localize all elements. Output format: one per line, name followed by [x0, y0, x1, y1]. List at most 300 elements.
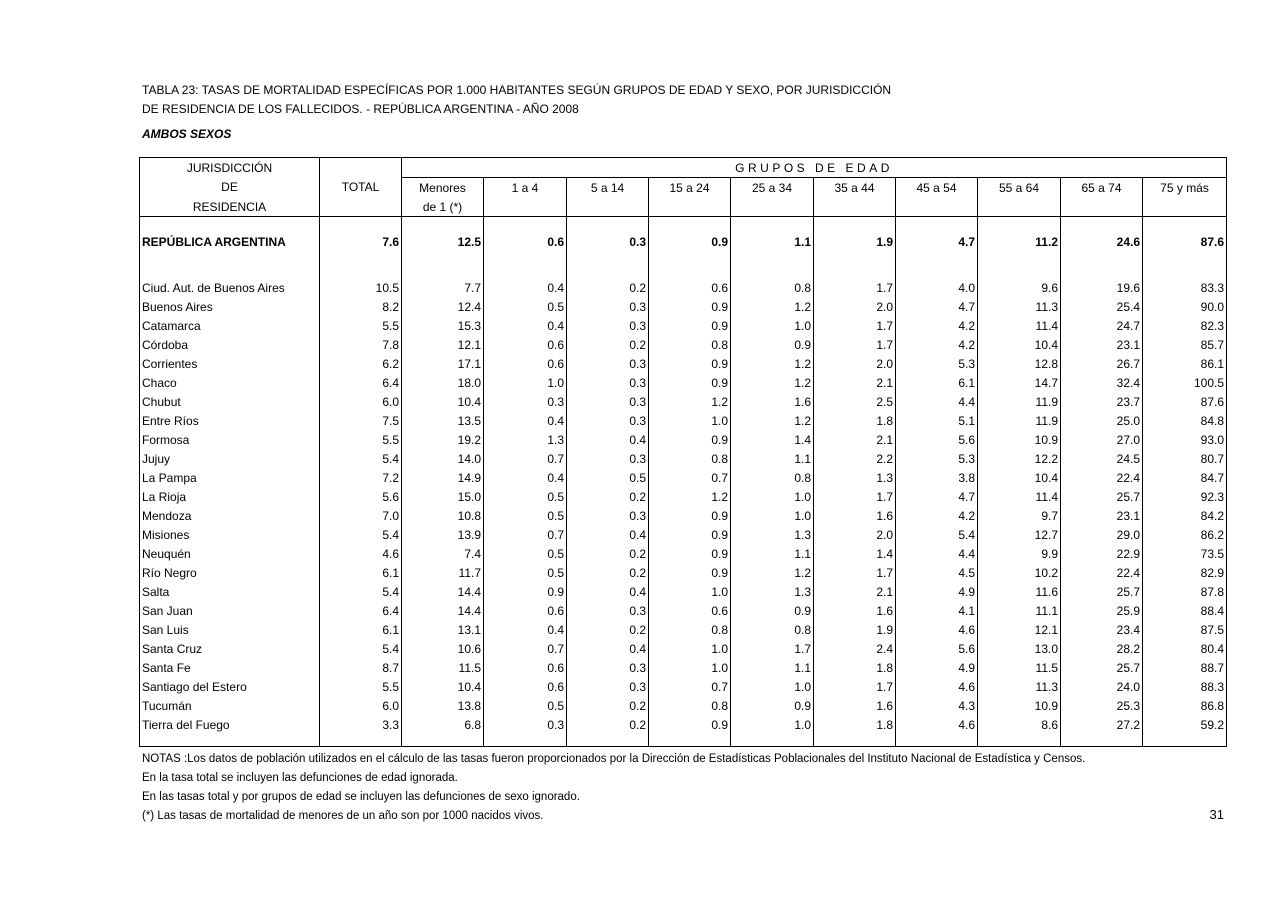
rate-cell: 0.2 — [567, 335, 649, 354]
rate-cell: 2.0 — [814, 354, 896, 373]
rate-cell — [649, 734, 731, 747]
rate-cell: 4.9 — [896, 658, 978, 677]
rate-cell: 11.6 — [978, 582, 1061, 601]
rate-cell: 1.0 — [649, 411, 731, 430]
rate-cell: 1.0 — [731, 487, 814, 506]
rate-cell: 4.3 — [896, 696, 978, 715]
rate-cell: 0.7 — [484, 525, 567, 544]
rate-cell: 0.9 — [649, 316, 731, 335]
rate-cell: 0.5 — [484, 297, 567, 316]
rate-cell: 15.3 — [402, 316, 484, 335]
rate-cell: 0.3 — [567, 217, 649, 267]
rate-cell: 4.7 — [896, 297, 978, 316]
rate-cell: 6.0 — [320, 392, 402, 411]
rate-cell: 2.1 — [814, 430, 896, 449]
rate-cell: 1.6 — [814, 506, 896, 525]
rate-cell: 0.4 — [567, 430, 649, 449]
rate-cell: 11.3 — [978, 297, 1061, 316]
header-de-1: de 1 (*) — [402, 197, 484, 217]
notes — [142, 750, 1085, 826]
rate-cell: 0.3 — [567, 354, 649, 373]
header-age-group: 5 a 14 — [567, 178, 649, 198]
rate-cell: 0.8 — [649, 620, 731, 639]
rate-cell: 1.1 — [731, 449, 814, 468]
title-line-1: TABLA 23: TASAS DE MORTALIDAD ESPECÍFICAS POR 1.000 HABITANTES SEGÚN GRUPOS DE EDAD Y SEXO, POR JURISDICCIÓN — [142, 83, 892, 97]
rate-cell: 0.8 — [731, 620, 814, 639]
rate-cell: 0.7 — [649, 677, 731, 696]
rate-cell: 4.9 — [896, 582, 978, 601]
rate-cell: 0.8 — [649, 696, 731, 715]
note-line: En la tasa total se incluyen las defunciones de edad ignorada. — [142, 772, 458, 784]
rate-cell: 73.5 — [1143, 544, 1227, 563]
rate-cell — [1143, 734, 1227, 747]
rate-cell: 84.8 — [1143, 411, 1227, 430]
rate-cell: 0.9 — [649, 354, 731, 373]
rate-cell: 19.6 — [1061, 278, 1143, 297]
rate-cell: 0.9 — [649, 544, 731, 563]
jurisdiction-name: Santa Fe — [140, 658, 320, 677]
rate-cell: 10.4 — [402, 392, 484, 411]
table-row — [140, 354, 1227, 373]
header-age-group: 25 a 34 — [731, 178, 814, 198]
rate-cell: 0.8 — [731, 278, 814, 297]
rate-cell: 0.4 — [484, 468, 567, 487]
header-jurisdiccion: JURISDICCIÓN — [140, 158, 320, 178]
rate-cell: 88.3 — [1143, 677, 1227, 696]
header-residencia: RESIDENCIA — [140, 197, 320, 217]
rate-cell: 9.6 — [978, 278, 1061, 297]
rate-cell: 6.8 — [402, 715, 484, 734]
rate-cell — [978, 734, 1061, 747]
rate-cell: 5.5 — [320, 677, 402, 696]
jurisdiction-name: Formosa — [140, 430, 320, 449]
rate-cell: 12.1 — [402, 335, 484, 354]
header-menores: Menores — [402, 178, 484, 198]
rate-cell: 4.2 — [896, 506, 978, 525]
rate-cell: 1.3 — [484, 430, 567, 449]
rate-cell: 3.8 — [896, 468, 978, 487]
table-row — [140, 411, 1227, 430]
rate-cell: 0.2 — [567, 696, 649, 715]
table-title — [142, 81, 891, 119]
rate-cell: 5.4 — [320, 582, 402, 601]
rate-cell: 88.7 — [1143, 658, 1227, 677]
rate-cell: 26.7 — [1061, 354, 1143, 373]
rate-cell: 0.2 — [567, 715, 649, 734]
rate-cell: 1.0 — [649, 639, 731, 658]
rate-cell: 11.5 — [402, 658, 484, 677]
table-row — [140, 335, 1227, 354]
rate-cell: 1.0 — [484, 373, 567, 392]
rate-cell: 15.0 — [402, 487, 484, 506]
rate-cell: 0.8 — [649, 449, 731, 468]
rate-cell: 10.8 — [402, 506, 484, 525]
rate-cell: 0.2 — [567, 544, 649, 563]
rate-cell: 5.1 — [896, 411, 978, 430]
rate-cell: 1.2 — [649, 487, 731, 506]
rate-cell: 0.6 — [484, 677, 567, 696]
header-age-group: 15 a 24 — [649, 178, 731, 198]
rate-cell: 2.1 — [814, 582, 896, 601]
rate-cell: 1.3 — [731, 525, 814, 544]
rate-cell: 1.8 — [814, 715, 896, 734]
rate-cell: 0.2 — [567, 278, 649, 297]
rate-cell: 1.0 — [731, 715, 814, 734]
jurisdiction-name: REPÚBLICA ARGENTINA — [140, 217, 320, 267]
rate-cell: 0.5 — [567, 468, 649, 487]
rate-cell: 25.4 — [1061, 297, 1143, 316]
rate-cell: 23.7 — [1061, 392, 1143, 411]
rate-cell: 1.2 — [649, 392, 731, 411]
rate-cell: 0.3 — [484, 715, 567, 734]
rate-cell: 87.6 — [1143, 392, 1227, 411]
rate-cell: 11.4 — [978, 316, 1061, 335]
spacer-row — [140, 266, 1227, 278]
jurisdiction-name: Catamarca — [140, 316, 320, 335]
rate-cell: 1.2 — [731, 411, 814, 430]
rate-cell: 0.3 — [567, 449, 649, 468]
rate-cell: 2.0 — [814, 297, 896, 316]
rate-cell: 82.9 — [1143, 563, 1227, 582]
rate-cell: 0.5 — [484, 487, 567, 506]
rate-cell: 0.4 — [484, 411, 567, 430]
rate-cell: 1.3 — [814, 468, 896, 487]
spacer-row — [140, 734, 1227, 747]
rate-cell: 1.7 — [814, 487, 896, 506]
jurisdiction-name: Tucumán — [140, 696, 320, 715]
rate-cell: 0.9 — [649, 430, 731, 449]
rate-cell: 0.4 — [484, 316, 567, 335]
rate-cell: 28.2 — [1061, 639, 1143, 658]
rate-cell — [402, 266, 484, 278]
rate-cell — [402, 734, 484, 747]
rate-cell: 7.5 — [320, 411, 402, 430]
jurisdiction-name: Santa Cruz — [140, 639, 320, 658]
rate-cell: 2.1 — [814, 373, 896, 392]
rate-cell: 0.9 — [484, 582, 567, 601]
rate-cell: 12.5 — [402, 217, 484, 267]
rate-cell: 4.5 — [896, 563, 978, 582]
national-row — [140, 217, 1227, 267]
table-row — [140, 297, 1227, 316]
rate-cell: 10.9 — [978, 430, 1061, 449]
rate-cell: 4.1 — [896, 601, 978, 620]
table-row — [140, 563, 1227, 582]
rate-cell: 0.3 — [567, 601, 649, 620]
title-line-2: DE RESIDENCIA DE LOS FALLECIDOS. - REPÚBLICA ARGENTINA - AÑO 2008 — [142, 102, 579, 116]
rate-cell: 24.6 — [1061, 217, 1143, 267]
rate-cell: 11.3 — [978, 677, 1061, 696]
rate-cell: 7.8 — [320, 335, 402, 354]
rate-cell: 1.7 — [814, 316, 896, 335]
header-grupos-de-edad: GRUPOS DE EDAD — [402, 158, 1227, 178]
rate-cell: 6.1 — [320, 563, 402, 582]
rate-cell: 25.9 — [1061, 601, 1143, 620]
table-row — [140, 525, 1227, 544]
rate-cell — [1061, 734, 1143, 747]
rate-cell: 0.5 — [484, 696, 567, 715]
rate-cell: 13.5 — [402, 411, 484, 430]
table-row — [140, 544, 1227, 563]
note-line: (*) Las tasas de mortalidad de menores de un año son por 1000 nacidos vivos. — [142, 810, 544, 822]
jurisdiction-name: Neuquén — [140, 544, 320, 563]
rate-cell: 5.6 — [896, 639, 978, 658]
rate-cell: 4.6 — [896, 715, 978, 734]
table-row — [140, 506, 1227, 525]
rate-cell: 11.9 — [978, 392, 1061, 411]
table-row — [140, 373, 1227, 392]
rate-cell: 1.2 — [731, 373, 814, 392]
rate-cell: 12.7 — [978, 525, 1061, 544]
rate-cell — [320, 734, 402, 747]
jurisdiction-name: Misiones — [140, 525, 320, 544]
rate-cell: 1.0 — [731, 316, 814, 335]
rate-cell: 5.6 — [320, 487, 402, 506]
table-row — [140, 677, 1227, 696]
rate-cell: 1.8 — [814, 658, 896, 677]
rate-cell: 1.7 — [814, 677, 896, 696]
rate-cell: 0.6 — [484, 658, 567, 677]
rate-cell: 4.2 — [896, 316, 978, 335]
rate-cell: 10.6 — [402, 639, 484, 658]
rate-cell: 0.9 — [649, 715, 731, 734]
rate-cell: 5.4 — [320, 639, 402, 658]
header-row-2 — [140, 178, 1227, 198]
rate-cell: 0.9 — [731, 601, 814, 620]
rate-cell: 12.8 — [978, 354, 1061, 373]
rate-cell: 4.6 — [896, 620, 978, 639]
rate-cell: 1.0 — [649, 658, 731, 677]
rate-cell: 1.7 — [731, 639, 814, 658]
rate-cell: 10.4 — [978, 468, 1061, 487]
rate-cell: 0.6 — [484, 217, 567, 267]
rate-cell: 11.2 — [978, 217, 1061, 267]
rate-cell — [896, 734, 978, 747]
rate-cell: 4.7 — [896, 217, 978, 267]
table-row — [140, 316, 1227, 335]
rate-cell — [1061, 266, 1143, 278]
jurisdiction-name: San Luis — [140, 620, 320, 639]
rate-cell: 1.7 — [814, 335, 896, 354]
rate-cell: 4.4 — [896, 544, 978, 563]
rate-cell: 5.3 — [896, 449, 978, 468]
table-row — [140, 620, 1227, 639]
table-row — [140, 601, 1227, 620]
page-number: 31 — [1209, 807, 1224, 822]
rate-cell: 9.7 — [978, 506, 1061, 525]
rate-cell: 11.7 — [402, 563, 484, 582]
rate-cell — [731, 734, 814, 747]
rate-cell: 0.5 — [484, 544, 567, 563]
rate-cell: 0.7 — [484, 639, 567, 658]
rate-cell: 90.0 — [1143, 297, 1227, 316]
rate-cell: 2.5 — [814, 392, 896, 411]
rate-cell: 1.2 — [731, 297, 814, 316]
rate-cell: 10.4 — [402, 677, 484, 696]
jurisdiction-name: Río Negro — [140, 563, 320, 582]
rate-cell: 5.6 — [896, 430, 978, 449]
rate-cell: 22.4 — [1061, 563, 1143, 582]
rate-cell: 6.4 — [320, 373, 402, 392]
mortality-table — [139, 157, 1227, 747]
rate-cell — [484, 266, 567, 278]
table-row — [140, 430, 1227, 449]
rate-cell: 1.3 — [731, 582, 814, 601]
rate-cell: 4.6 — [896, 677, 978, 696]
rate-cell: 93.0 — [1143, 430, 1227, 449]
table-row — [140, 468, 1227, 487]
rate-cell: 13.1 — [402, 620, 484, 639]
jurisdiction-name: Mendoza — [140, 506, 320, 525]
rate-cell: 0.9 — [649, 525, 731, 544]
rate-cell: 7.0 — [320, 506, 402, 525]
rate-cell — [320, 266, 402, 278]
rate-cell: 87.5 — [1143, 620, 1227, 639]
rate-cell: 14.4 — [402, 601, 484, 620]
header-row-1 — [140, 158, 1227, 178]
rate-cell: 5.5 — [320, 430, 402, 449]
rate-cell: 13.0 — [978, 639, 1061, 658]
rate-cell: 1.0 — [649, 582, 731, 601]
table-row — [140, 278, 1227, 297]
rate-cell: 0.3 — [567, 658, 649, 677]
table-row — [140, 392, 1227, 411]
rate-cell: 29.0 — [1061, 525, 1143, 544]
jurisdiction-name: Chubut — [140, 392, 320, 411]
jurisdiction-name: La Rioja — [140, 487, 320, 506]
rate-cell: 7.2 — [320, 468, 402, 487]
rate-cell: 1.4 — [814, 544, 896, 563]
rate-cell: 27.2 — [1061, 715, 1143, 734]
rate-cell: 10.5 — [320, 278, 402, 297]
rate-cell: 25.0 — [1061, 411, 1143, 430]
rate-cell — [978, 266, 1061, 278]
rate-cell: 2.4 — [814, 639, 896, 658]
rate-cell: 23.1 — [1061, 506, 1143, 525]
rate-cell: 4.7 — [896, 487, 978, 506]
rate-cell: 0.3 — [567, 506, 649, 525]
table-row — [140, 715, 1227, 734]
rate-cell: 87.6 — [1143, 217, 1227, 267]
rate-cell: 12.2 — [978, 449, 1061, 468]
header-age-group: 45 a 54 — [896, 178, 978, 198]
table-row — [140, 449, 1227, 468]
rate-cell: 11.4 — [978, 487, 1061, 506]
table-row — [140, 639, 1227, 658]
rate-cell: 1.1 — [731, 544, 814, 563]
rate-cell: 0.5 — [484, 506, 567, 525]
jurisdiction-name — [140, 266, 320, 278]
rate-cell: 86.1 — [1143, 354, 1227, 373]
jurisdiction-name: Tierra del Fuego — [140, 715, 320, 734]
rate-cell: 23.1 — [1061, 335, 1143, 354]
rate-cell: 6.4 — [320, 601, 402, 620]
rate-cell: 86.2 — [1143, 525, 1227, 544]
rate-cell: 0.3 — [567, 411, 649, 430]
rate-cell: 3.3 — [320, 715, 402, 734]
header-row-3 — [140, 197, 1227, 217]
rate-cell — [649, 266, 731, 278]
rate-cell: 0.9 — [649, 563, 731, 582]
rate-cell: 7.4 — [402, 544, 484, 563]
rate-cell: 1.9 — [814, 620, 896, 639]
rate-cell: 4.0 — [896, 278, 978, 297]
rate-cell: 0.8 — [731, 468, 814, 487]
rate-cell: 0.9 — [649, 217, 731, 267]
rate-cell: 12.1 — [978, 620, 1061, 639]
rate-cell: 0.2 — [567, 487, 649, 506]
rate-cell — [567, 734, 649, 747]
rate-cell: 22.9 — [1061, 544, 1143, 563]
rate-cell: 0.4 — [567, 525, 649, 544]
rate-cell: 1.6 — [814, 601, 896, 620]
header-age-group: 1 a 4 — [484, 178, 567, 198]
rate-cell: 0.4 — [567, 639, 649, 658]
rate-cell: 80.4 — [1143, 639, 1227, 658]
rate-cell: 14.4 — [402, 582, 484, 601]
rate-cell: 0.5 — [484, 563, 567, 582]
rate-cell: 0.6 — [649, 278, 731, 297]
rate-cell: 83.3 — [1143, 278, 1227, 297]
table-row — [140, 658, 1227, 677]
rate-cell: 32.4 — [1061, 373, 1143, 392]
rate-cell: 13.8 — [402, 696, 484, 715]
rate-cell: 10.2 — [978, 563, 1061, 582]
rate-cell: 6.2 — [320, 354, 402, 373]
rate-cell: 82.3 — [1143, 316, 1227, 335]
rate-cell — [484, 734, 567, 747]
rate-cell: 88.4 — [1143, 601, 1227, 620]
rate-cell: 4.6 — [320, 544, 402, 563]
rate-cell: 5.3 — [896, 354, 978, 373]
rate-cell: 59.2 — [1143, 715, 1227, 734]
rate-cell: 6.0 — [320, 696, 402, 715]
rate-cell: 25.3 — [1061, 696, 1143, 715]
rate-cell: 1.6 — [814, 696, 896, 715]
rate-cell — [731, 266, 814, 278]
jurisdiction-name: Santiago del Estero — [140, 677, 320, 696]
rate-cell: 0.2 — [567, 620, 649, 639]
rate-cell: 84.2 — [1143, 506, 1227, 525]
rate-cell: 11.5 — [978, 658, 1061, 677]
rate-cell: 5.4 — [320, 525, 402, 544]
rate-cell: 0.3 — [567, 392, 649, 411]
rate-cell: 5.4 — [320, 449, 402, 468]
rate-cell: 1.7 — [814, 563, 896, 582]
rate-cell: 0.4 — [567, 582, 649, 601]
jurisdiction-name: Corrientes — [140, 354, 320, 373]
rate-cell: 85.7 — [1143, 335, 1227, 354]
rate-cell: 0.9 — [649, 373, 731, 392]
rate-cell: 8.2 — [320, 297, 402, 316]
rate-cell: 0.4 — [484, 620, 567, 639]
rate-cell: 17.1 — [402, 354, 484, 373]
header-de: DE — [140, 178, 320, 198]
rate-cell: 2.2 — [814, 449, 896, 468]
rate-cell: 0.9 — [731, 696, 814, 715]
rate-cell: 25.7 — [1061, 658, 1143, 677]
rate-cell — [814, 734, 896, 747]
rate-cell: 1.7 — [814, 278, 896, 297]
rate-cell: 24.7 — [1061, 316, 1143, 335]
rate-cell: 0.6 — [484, 601, 567, 620]
rate-cell: 5.4 — [896, 525, 978, 544]
rate-cell: 4.4 — [896, 392, 978, 411]
rate-cell: 8.7 — [320, 658, 402, 677]
rate-cell: 92.3 — [1143, 487, 1227, 506]
table-row — [140, 582, 1227, 601]
jurisdiction-name: Ciud. Aut. de Buenos Aires — [140, 278, 320, 297]
